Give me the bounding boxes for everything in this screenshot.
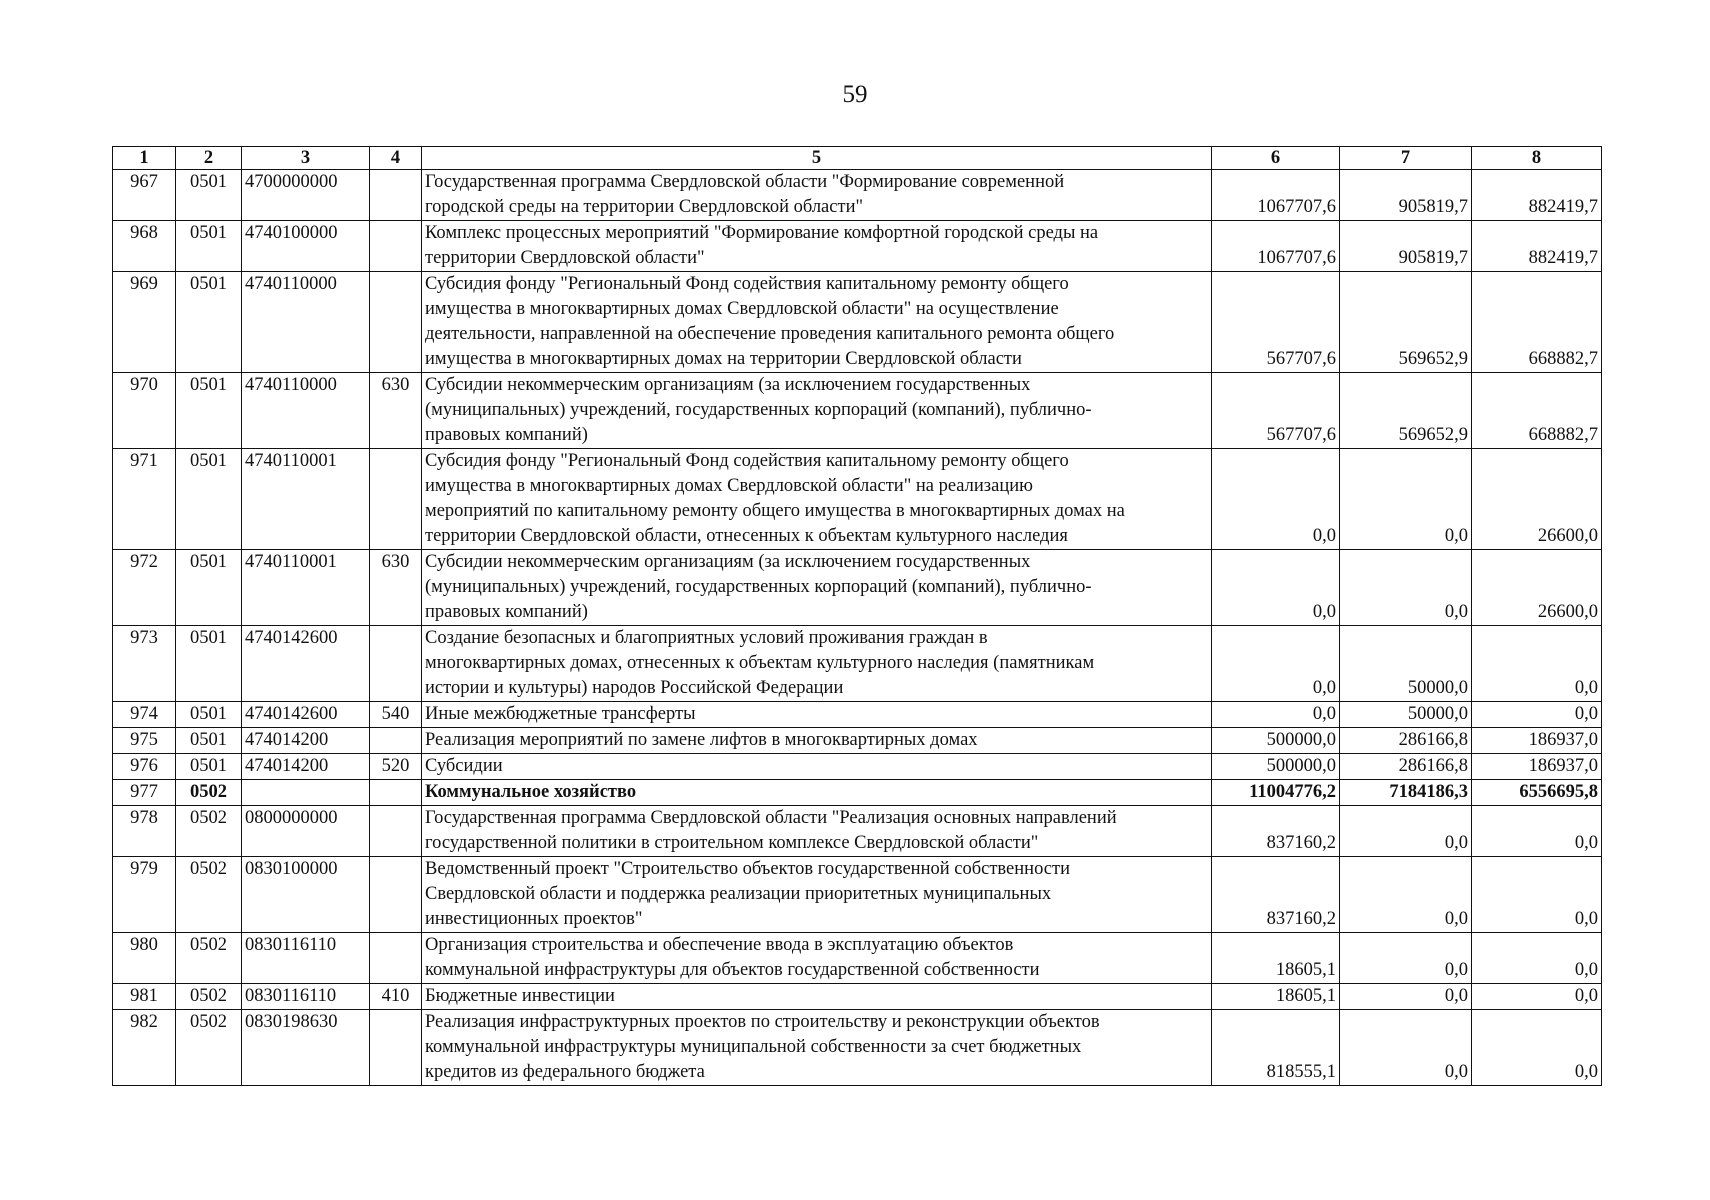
table-row <box>113 626 1602 702</box>
table-row <box>113 373 1602 449</box>
row-number: 982 <box>113 1010 176 1086</box>
table-row <box>113 702 1602 728</box>
header-cell-4: 4 <box>370 147 422 170</box>
target-article-code: 0830198630 <box>242 1010 370 1086</box>
expense-type-code: 630 <box>370 373 422 449</box>
amount-col-7: 0,0 <box>1340 550 1472 626</box>
amount-col-6: 0,0 <box>1212 550 1340 626</box>
amount-col-8: 882419,7 <box>1472 170 1602 221</box>
amount-col-8: 0,0 <box>1472 933 1602 984</box>
amount-col-7: 569652,9 <box>1340 272 1472 373</box>
header-cell-1: 1 <box>113 147 176 170</box>
row-number: 971 <box>113 449 176 550</box>
section-code: 0502 <box>176 857 242 933</box>
amount-col-6: 567707,6 <box>1212 373 1340 449</box>
header-cell-8: 8 <box>1472 147 1602 170</box>
amount-col-6: 11004776,2 <box>1212 780 1340 806</box>
amount-col-7: 905819,7 <box>1340 221 1472 272</box>
amount-col-6: 18605,1 <box>1212 984 1340 1010</box>
expense-type-code <box>370 1010 422 1086</box>
expense-type-code <box>370 806 422 857</box>
table-row <box>113 550 1602 626</box>
amount-col-7: 50000,0 <box>1340 626 1472 702</box>
section-code: 0501 <box>176 272 242 373</box>
amount-col-6: 500000,0 <box>1212 754 1340 780</box>
expense-type-code <box>370 170 422 221</box>
amount-col-6: 567707,6 <box>1212 272 1340 373</box>
amount-col-7: 7184186,3 <box>1340 780 1472 806</box>
amount-col-8: 6556695,8 <box>1472 780 1602 806</box>
section-code: 0501 <box>176 550 242 626</box>
target-article-code: 474014200 <box>242 754 370 780</box>
target-article-code: 4740110000 <box>242 272 370 373</box>
header-cell-7: 7 <box>1340 147 1472 170</box>
row-number: 981 <box>113 984 176 1010</box>
table-row <box>113 221 1602 272</box>
item-name: Государственная программа Свердловской области "Формирование современной городской среды на территории Свердловской области" <box>422 170 1212 221</box>
row-number: 978 <box>113 806 176 857</box>
target-article-code: 4740110000 <box>242 373 370 449</box>
amount-col-8: 0,0 <box>1472 806 1602 857</box>
amount-col-8: 668882,7 <box>1472 272 1602 373</box>
section-code: 0501 <box>176 728 242 754</box>
section-code: 0502 <box>176 780 242 806</box>
row-number: 973 <box>113 626 176 702</box>
row-number: 980 <box>113 933 176 984</box>
amount-col-8: 882419,7 <box>1472 221 1602 272</box>
amount-col-6: 837160,2 <box>1212 806 1340 857</box>
target-article-code: 0830100000 <box>242 857 370 933</box>
target-article-code: 4700000000 <box>242 170 370 221</box>
amount-col-8: 0,0 <box>1472 702 1602 728</box>
section-code: 0502 <box>176 806 242 857</box>
amount-col-7: 286166,8 <box>1340 754 1472 780</box>
target-article-code: 4740110001 <box>242 449 370 550</box>
header-cell-2: 2 <box>176 147 242 170</box>
expense-type-code <box>370 780 422 806</box>
item-name: Иные межбюджетные трансферты <box>422 702 1212 728</box>
expense-type-code: 630 <box>370 550 422 626</box>
section-code: 0501 <box>176 626 242 702</box>
item-name: Субсидия фонду "Региональный Фонд содействия капитальному ремонту общего имущества в многоквартирных домах Свердловской области" на осуществление деятельности, направленной на обеспечение проведения капитального ремонта общего имущества в многоквартирных домах на территории Свердловской области <box>422 272 1212 373</box>
item-name: Ведомственный проект "Строительство объектов государственной собственности Свердловской области и поддержка реализации приоритетных муниципальных инвестиционных проектов" <box>422 857 1212 933</box>
table-row <box>113 933 1602 984</box>
header-cell-6: 6 <box>1212 147 1340 170</box>
target-article-code: 0800000000 <box>242 806 370 857</box>
amount-col-7: 0,0 <box>1340 806 1472 857</box>
section-code: 0501 <box>176 170 242 221</box>
section-code: 0502 <box>176 984 242 1010</box>
table-row <box>113 728 1602 754</box>
expense-type-code <box>370 449 422 550</box>
amount-col-7: 286166,8 <box>1340 728 1472 754</box>
amount-col-7: 0,0 <box>1340 1010 1472 1086</box>
row-number: 979 <box>113 857 176 933</box>
item-name: Комплекс процессных мероприятий "Формирование комфортной городской среды на территории Свердловской области" <box>422 221 1212 272</box>
row-number: 974 <box>113 702 176 728</box>
amount-col-6: 0,0 <box>1212 449 1340 550</box>
item-name: Реализация мероприятий по замене лифтов в многоквартирных домах <box>422 728 1212 754</box>
expense-type-code <box>370 728 422 754</box>
amount-col-8: 0,0 <box>1472 626 1602 702</box>
item-name: Коммунальное хозяйство <box>422 780 1212 806</box>
amount-col-7: 0,0 <box>1340 857 1472 933</box>
amount-col-6: 1067707,6 <box>1212 170 1340 221</box>
expense-type-code <box>370 272 422 373</box>
section-code: 0501 <box>176 449 242 550</box>
row-number: 977 <box>113 780 176 806</box>
amount-col-7: 0,0 <box>1340 933 1472 984</box>
amount-col-8: 26600,0 <box>1472 449 1602 550</box>
row-number: 968 <box>113 221 176 272</box>
row-number: 976 <box>113 754 176 780</box>
row-number: 967 <box>113 170 176 221</box>
item-name: Реализация инфраструктурных проектов по строительству и реконструкции объектов коммунальной инфраструктуры муниципальной собственности за счет бюджетных кредитов из федерального бюджета <box>422 1010 1212 1086</box>
item-name: Государственная программа Свердловской области "Реализация основных направлений государственной политики в строительном комплексе Свердловской области" <box>422 806 1212 857</box>
amount-col-6: 0,0 <box>1212 626 1340 702</box>
amount-col-7: 0,0 <box>1340 984 1472 1010</box>
header-cell-3: 3 <box>242 147 370 170</box>
amount-col-7: 50000,0 <box>1340 702 1472 728</box>
section-code: 0501 <box>176 702 242 728</box>
row-number: 972 <box>113 550 176 626</box>
row-number: 975 <box>113 728 176 754</box>
item-name: Субсидии <box>422 754 1212 780</box>
amount-col-6: 1067707,6 <box>1212 221 1340 272</box>
expense-type-code: 410 <box>370 984 422 1010</box>
expense-type-code <box>370 857 422 933</box>
expense-type-code: 540 <box>370 702 422 728</box>
section-code: 0502 <box>176 933 242 984</box>
section-code: 0501 <box>176 221 242 272</box>
page-number: 59 <box>842 81 868 108</box>
amount-col-8: 186937,0 <box>1472 754 1602 780</box>
table-row <box>113 170 1602 221</box>
amount-col-6: 18605,1 <box>1212 933 1340 984</box>
table-row <box>113 1010 1602 1086</box>
section-code: 0501 <box>176 754 242 780</box>
budget-table <box>112 146 1602 1086</box>
table-row <box>113 780 1602 806</box>
amount-col-8: 26600,0 <box>1472 550 1602 626</box>
table-row <box>113 449 1602 550</box>
target-article-code: 4740142600 <box>242 702 370 728</box>
row-number: 969 <box>113 272 176 373</box>
amount-col-8: 0,0 <box>1472 1010 1602 1086</box>
header-row <box>113 147 1602 170</box>
amount-col-6: 837160,2 <box>1212 857 1340 933</box>
item-name: Субсидии некоммерческим организациям (за исключением государственных (муниципальных) учреждений, государственных корпораций (компаний), публично- правовых компаний) <box>422 550 1212 626</box>
target-article-code: 4740100000 <box>242 221 370 272</box>
target-article-code: 0830116110 <box>242 933 370 984</box>
amount-col-7: 569652,9 <box>1340 373 1472 449</box>
amount-col-7: 0,0 <box>1340 449 1472 550</box>
amount-col-8: 0,0 <box>1472 984 1602 1010</box>
expense-type-code <box>370 221 422 272</box>
amount-col-8: 186937,0 <box>1472 728 1602 754</box>
table-row <box>113 806 1602 857</box>
item-name: Создание безопасных и благоприятных условий проживания граждан в многоквартирных домах, отнесенных к объектам культурного наследия (памятникам истории и культуры) народов Российской Федерации <box>422 626 1212 702</box>
target-article-code <box>242 780 370 806</box>
table-row <box>113 984 1602 1010</box>
item-name: Организация строительства и обеспечение ввода в эксплуатацию объектов коммунальной инфраструктуры для объектов государственной собственности <box>422 933 1212 984</box>
table-row <box>113 272 1602 373</box>
expense-type-code <box>370 626 422 702</box>
amount-col-8: 0,0 <box>1472 857 1602 933</box>
expense-type-code: 520 <box>370 754 422 780</box>
table-row <box>113 857 1602 933</box>
section-code: 0502 <box>176 1010 242 1086</box>
amount-col-8: 668882,7 <box>1472 373 1602 449</box>
target-article-code: 4740142600 <box>242 626 370 702</box>
amount-col-6: 818555,1 <box>1212 1010 1340 1086</box>
section-code: 0501 <box>176 373 242 449</box>
item-name: Бюджетные инвестиции <box>422 984 1212 1010</box>
expense-type-code <box>370 933 422 984</box>
table-row <box>113 754 1602 780</box>
amount-col-6: 500000,0 <box>1212 728 1340 754</box>
target-article-code: 0830116110 <box>242 984 370 1010</box>
row-number: 970 <box>113 373 176 449</box>
item-name: Субсидия фонду "Региональный Фонд содействия капитальному ремонту общего имущества в многоквартирных домах Свердловской области" на реализацию мероприятий по капитальному ремонту общего имущества в многоквартирных домах на территории Свердловской области, отнесенных к объектам культурного наследия <box>422 449 1212 550</box>
amount-col-7: 905819,7 <box>1340 170 1472 221</box>
amount-col-6: 0,0 <box>1212 702 1340 728</box>
header-cell-5: 5 <box>422 147 1212 170</box>
target-article-code: 4740110001 <box>242 550 370 626</box>
item-name: Субсидии некоммерческим организациям (за исключением государственных (муниципальных) учреждений, государственных корпораций (компаний), публично- правовых компаний) <box>422 373 1212 449</box>
target-article-code: 474014200 <box>242 728 370 754</box>
